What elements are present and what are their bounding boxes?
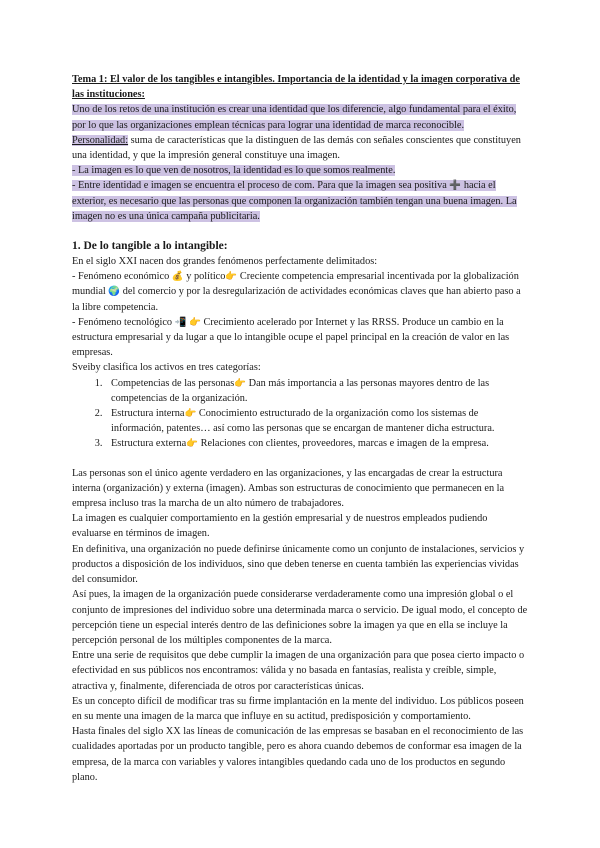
body-paragraph: Hasta finales del siglo XX las líneas de comunicación de las empresas se basaban en el reconocimiento de las cualidades aportadas por un producto tangible, pero es ahora cuando debemos de conformar esa imagen de la empresa, de la marca con variables y valores intangibles quedando cada uno de los productos en segundo plano.: [72, 726, 524, 783]
pointing-hand-icon: 👉: [234, 377, 247, 389]
bullet-identidad: - Entre identidad e imagen se encuentra el proceso de com. Para que la imagen sea positiva ➕ hacia el exterior, es necesario que las personas que componen la organización también tengan una buena imagen. La imagen no es una única campaña publicitaria.: [72, 180, 517, 222]
personalidad-label: Personalidad:: [72, 134, 129, 146]
globe-icon: 🌍: [108, 286, 121, 298]
intro-highlight: Uno de los retos de una institución es crear una identidad que los diferencie, algo fundamental para el éxito, por lo que las organizaciones emplean técnicas para lograr una identidad de marca reconocible.: [72, 104, 517, 131]
body-paragraph: Así pues, la imagen de la organización puede considerarse verdaderamente como una impresión global o el conjunto de impresiones del individuo sobre una determinada marca o servicio. De igual modo, el concepto de percepción tiene un especial interés dentro de las definiciones sobre la imagen ya que en ella se incluye la percepción personal de los múltiples componentes de la marca.: [72, 589, 528, 646]
body-paragraph: Es un concepto difícil de modificar tras su firme implantación en la mente del individuo. Los públicos poseen en su mente una imagen de la marca que influye en su actitud, predisposición y comportamiento.: [72, 695, 524, 722]
body-paragraph: Entre una serie de requisitos que debe cumplir la imagen de una organización para que posea cierto impacto o efectividad en sus públicos nos encontramos: válida y no basada en fantasías, realista y creíble, simple, atractiva y, finalmente, diferenciada de otros por características únicas.: [72, 650, 525, 692]
fenomeno-economico: - Fenómeno económico 💰 y político👉 Creciente competencia empresarial incentivada por la globalización mundial 🌍 del comercio y por la desregularización de actividades económicas claves que han abierto paso a la libre competencia.: [72, 271, 521, 313]
body-paragraph: La imagen es cualquier comportamiento en la gestión empresarial y de nuestros empleados pudiendo evaluarse en términos de imagen.: [72, 513, 488, 540]
pointing-hand-icon: 👉: [186, 438, 199, 450]
document-title: Tema 1: El valor de los tangibles e intangibles. Importancia de la identidad y la imagen corporativa de las instituciones:: [72, 74, 520, 101]
section-1-title: 1. De lo tangible a lo intangible:: [72, 240, 228, 253]
asset-categories-list: [72, 376, 528, 452]
fenomeno-tecnologico: - Fenómeno tecnológico 📲 👉 Crecimiento acelerado por Internet y las RRSS. Produce un cambio en la estructura empresarial y da lugar a que lo intangible ocupe el papel principal en la creación de valor en las empresas.: [72, 316, 510, 359]
personalidad-text: suma de características que la distinguen de las demás con señales conscientes que constituyen una identidad, y que la impresión general constituye una imagen.: [72, 134, 521, 162]
plus-icon: ➕: [449, 180, 462, 192]
list-item: 2. Estructura interna👉 Conocimiento estructurado de la organización como los sistemas de información, patentes… así como las personas que se encargan de mantener dicha estructura.: [105, 406, 528, 436]
mobile-phone-icon: 📲: [174, 316, 187, 328]
personalidad-paragraph: [72, 133, 528, 163]
intro-paragraph: [72, 102, 528, 132]
list-item: 1. Competencias de las personas👉 Dan más importancia a las personas mayores dentro de las competencias de la organización.: [105, 376, 528, 406]
pointing-hand-icon: 👉: [184, 408, 197, 420]
list-item: 3. Estructura externa👉 Relaciones con clientes, proveedores, marcas e imagen de la empresa.: [105, 436, 528, 451]
pointing-hand-icon: 👉: [225, 271, 238, 283]
money-bag-icon: 💰: [171, 271, 184, 283]
bullet-imagen: - La imagen es lo que ven de nosotros, la identidad es lo que somos realmente.: [72, 165, 396, 177]
sveiby-intro: Sveiby clasifica los activos en tres categorías:: [72, 362, 261, 374]
body-paragraph: Las personas son el único agente verdadero en las organizaciones, y las encargadas de crear la estructura interna (organización) y externa (imagen). Ambas son estructuras de conocimiento que permanecen en la empresa incluso tras la marcha de un alto número de trabajadores.: [72, 467, 505, 510]
pointing-hand-icon: 👉: [189, 316, 201, 328]
body-paragraph: En definitiva, una organización no puede definirse únicamente como un conjunto de instalaciones, servicios y productos a disposición de los individuos, sino que deben tenerse en cuenta también las experiencias vividas del consumidor.: [72, 543, 525, 586]
section-1-intro: En el siglo XXI nacen dos grandes fenómenos perfectamente delimitados:: [72, 256, 378, 268]
